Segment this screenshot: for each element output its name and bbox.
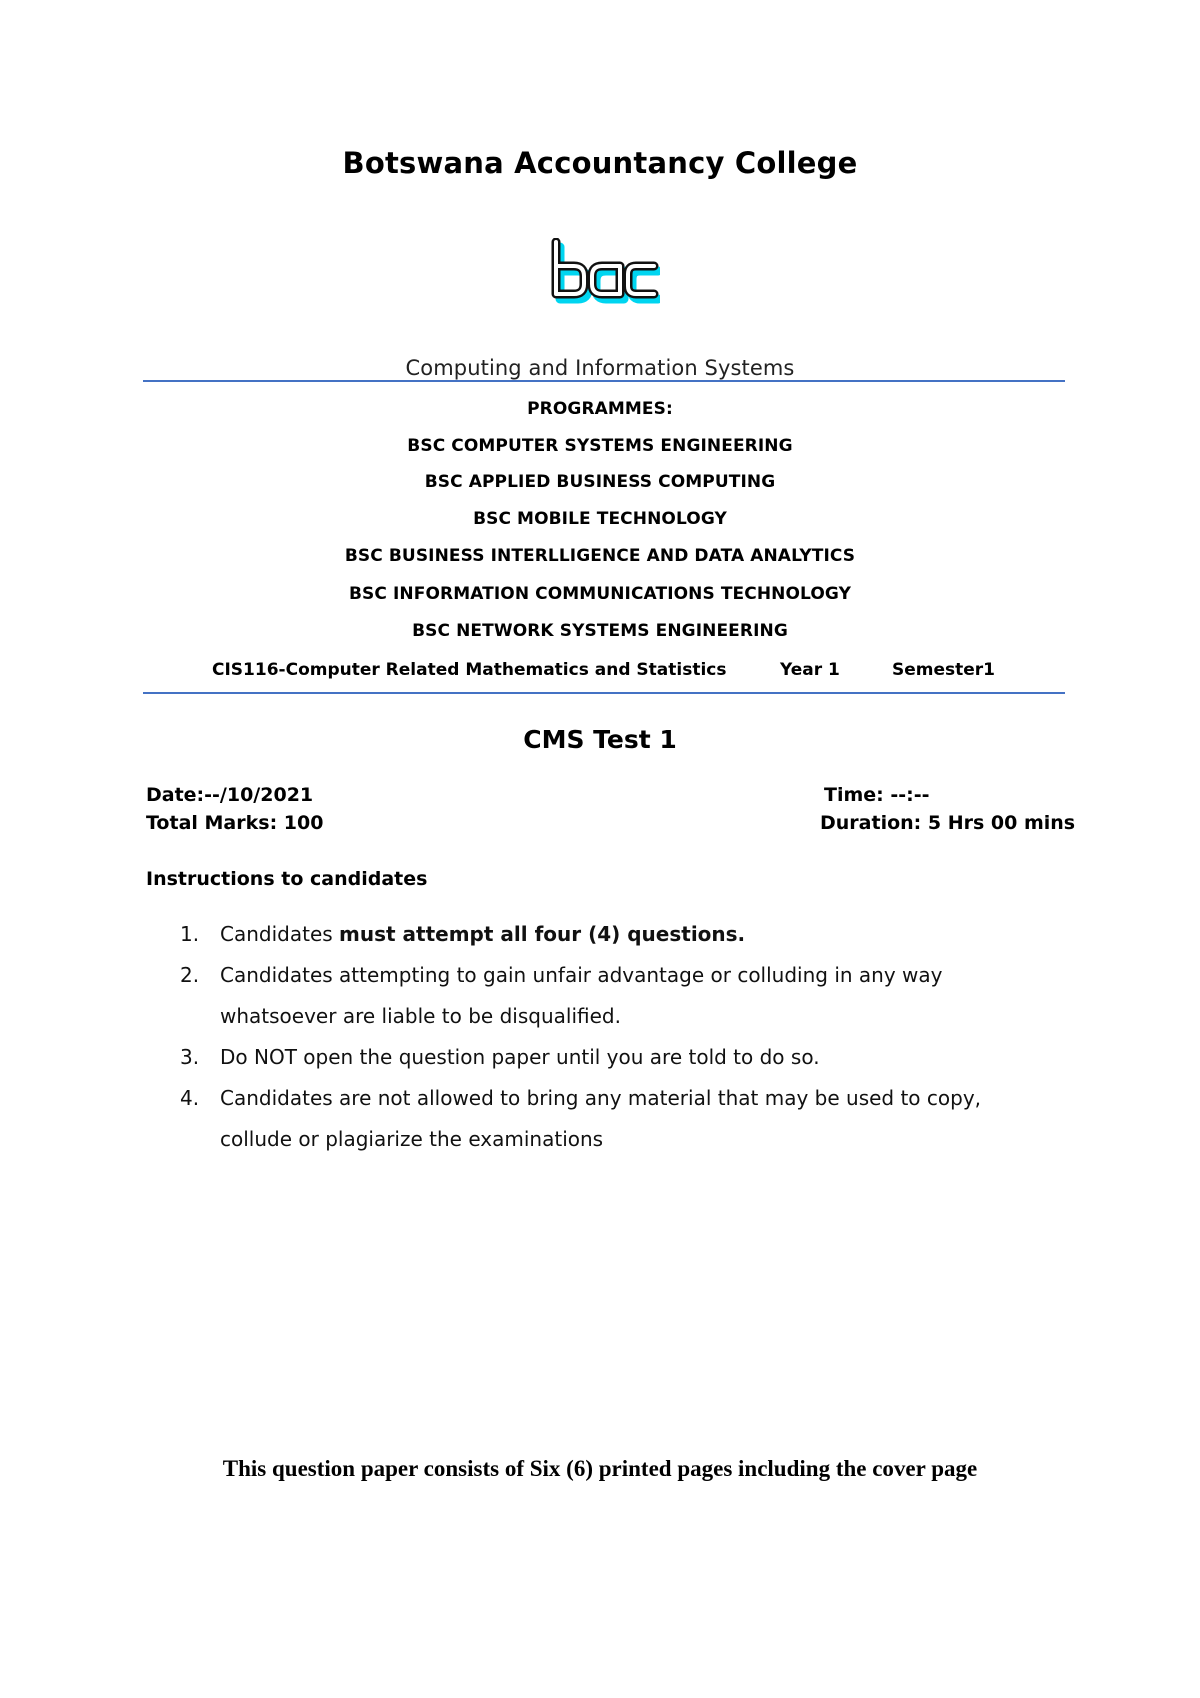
- page-count-note: This question paper consists of Six (6) printed pages including the cover page: [222, 1456, 978, 1481]
- instruction-number: 3.: [180, 1045, 200, 1069]
- college-logo: [548, 238, 660, 306]
- college-name: Botswana Accountancy College: [342, 146, 858, 180]
- test-date: Date:--/10/2021: [146, 784, 314, 806]
- test-time: Time: --:--: [824, 784, 930, 806]
- programme-item: BSC MOBILE TECHNOLOGY: [473, 509, 727, 529]
- top-divider: [143, 380, 1065, 382]
- programme-item: BSC APPLIED BUSINESS COMPUTING: [424, 472, 776, 492]
- instruction-text: Candidates attempting to gain unfair advantage or colluding in any way: [220, 963, 943, 987]
- test-duration: Duration: 5 Hrs 00 mins: [820, 812, 1076, 834]
- bac-logo-icon: [548, 238, 660, 306]
- test-title: CMS Test 1: [523, 725, 677, 754]
- instruction-text: [220, 922, 745, 946]
- instruction-text: whatsoever are liable to be disqualified.: [220, 1004, 621, 1028]
- programme-item: BSC COMPUTER SYSTEMS ENGINEERING: [407, 436, 793, 456]
- course-semester: Semester1: [892, 660, 996, 680]
- instruction-prefix: Candidates: [220, 922, 340, 946]
- course-title: CIS116-Computer Related Mathematics and Statistics: [212, 660, 727, 680]
- instruction-text: collude or plagiarize the examinations: [220, 1127, 604, 1151]
- programme-item: BSC NETWORK SYSTEMS ENGINEERING: [412, 621, 788, 641]
- programme-item: BSC INFORMATION COMMUNICATIONS TECHNOLOGY: [348, 584, 852, 604]
- programmes-heading: PROGRAMMES:: [527, 399, 673, 419]
- instruction-text: Do NOT open the question paper until you are told to do so.: [220, 1045, 820, 1069]
- total-marks: Total Marks: 100: [146, 812, 324, 834]
- instruction-number: 4.: [180, 1086, 200, 1110]
- bottom-divider: [143, 692, 1065, 694]
- instruction-number: 2.: [180, 963, 200, 987]
- course-year: Year 1: [780, 660, 840, 680]
- instruction-number: 1.: [180, 922, 200, 946]
- instructions-heading: Instructions to candidates: [146, 868, 428, 890]
- department-name: Computing and Information Systems: [405, 356, 795, 380]
- programme-item: BSC BUSINESS INTERLLIGENCE AND DATA ANALYTICS: [344, 546, 856, 566]
- instruction-text: Candidates are not allowed to bring any material that may be used to copy,: [220, 1086, 982, 1110]
- instruction-emphasis: must attempt all four (4) questions.: [339, 922, 746, 946]
